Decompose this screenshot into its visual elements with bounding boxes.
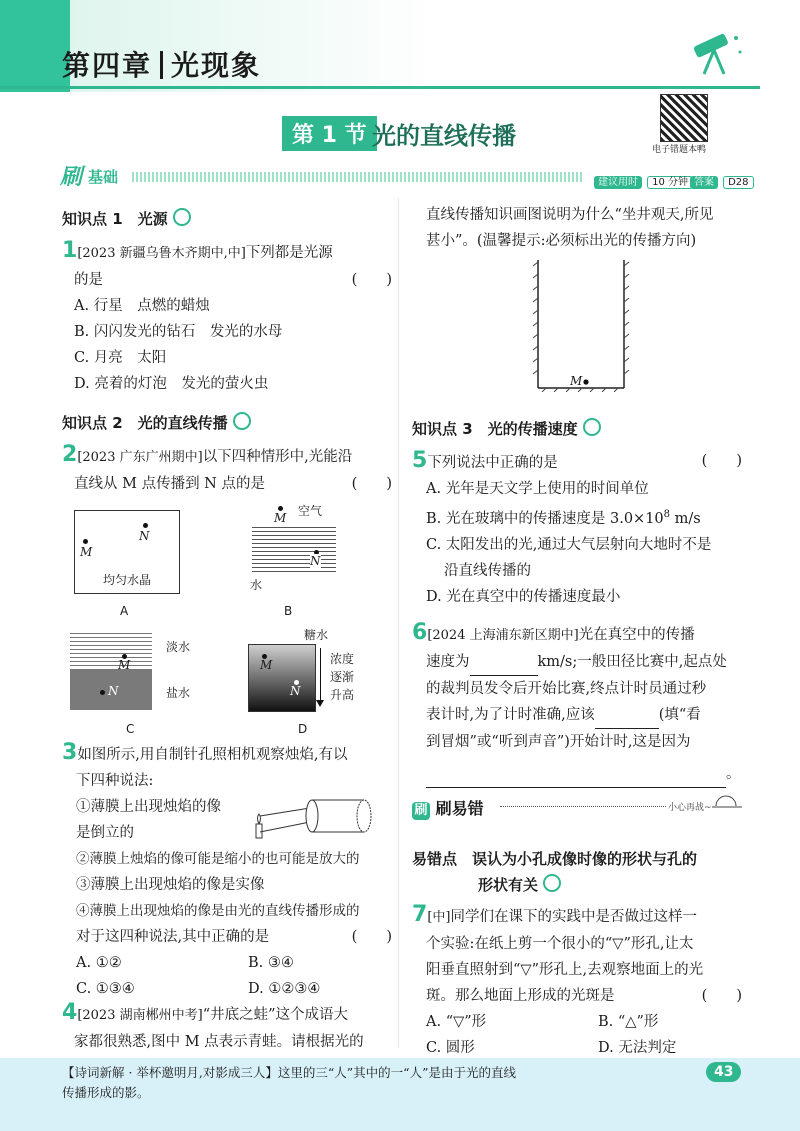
target-icon: [173, 208, 191, 226]
question-7: 7[中]同学们在课下的实践中是否做过这样一 个实验:在纸上剪一个很小的“▽”形孔,让太 阳垂直照射到“▽”形孔上,去观察地面上的光 斑。那么地面上形成的光斑是 ( ) A. “▽”形 B. “△”形 C. 圆形 D. 无法判定: [412, 902, 742, 1056]
column-divider: [398, 198, 399, 1048]
dotted-rule: [132, 172, 582, 182]
target-icon: [233, 412, 251, 430]
header-green-stripe: [0, 0, 70, 92]
easy-deco-text: 小心再战~: [668, 803, 712, 813]
section-title: 光的直线传播: [372, 121, 516, 150]
question-4: 4[2023 湖南郴州中考]“井底之蛙”这个成语大 家都很熟悉,图中 M 点表示青蛙。请根据光的: [62, 1000, 364, 1050]
knowledge-point-3: 知识点 3 光的传播速度: [412, 418, 601, 439]
suggested-time: 建议用时 10 分钟: [594, 170, 693, 189]
question-2: 2[2023 广东广州期中]以下四种情形中,光能沿 直线从 M 点传播到 N 点的是 ( ): [62, 442, 392, 492]
target-icon: [583, 418, 601, 436]
page-number: 43: [706, 1062, 741, 1082]
well-figure: [532, 256, 632, 392]
qr-code-icon[interactable]: [660, 94, 708, 142]
qr-caption: 电子错题本鸭: [652, 145, 707, 155]
chapter-title: 第四章 光现象: [62, 49, 262, 82]
answer-page: 答案 D28: [690, 170, 754, 189]
figure-d-sugar-water: 糖水 M N 浓度 逐渐 升高: [246, 626, 376, 714]
question-5: 5下列说法中正确的是 ( ) A. 光年是天文学上使用的时间单位 B. 光在玻璃中的传播速度是 $3.0\times 10^8$ m/s C. 太阳发出的光,通过大气层射向大地时不是 沿直线传播的 D. 光在真空中的传播速度最小: [412, 448, 742, 605]
question-6: 6[2024 上海浦东新区期中]光在真空中的传播 速度为 km/s;一般田径比赛中,起点处 的裁判员发令后开始比赛,终点计时员通过秒 表计时,为了计时准确,应该 (填“看 到冒烟”或“听到声音”)开始计时,这是因为 。: [412, 620, 742, 788]
q6-blank-reason[interactable]: [426, 761, 726, 788]
q1-option-d: D. 亮着的灯泡 发光的萤火虫: [74, 376, 269, 392]
easy-mistake-point: 易错点 误认为小孔成像时像的形状与孔的 形状有关: [412, 850, 698, 894]
figure-c-caption: C: [126, 722, 135, 736]
basic-logo: 刷: [60, 165, 83, 190]
easy-mistake-header: 刷 刷易错: [412, 796, 484, 820]
figure-b-caption: B: [284, 604, 293, 618]
question-4-continued: 直线传播知识画图说明为什么“坐井观天,所见 甚小”。(温馨提示:必须标出光的传播方向): [426, 207, 714, 249]
target-icon: [543, 874, 561, 892]
figure-c-fresh-salt-water: M N 淡水 盐水: [70, 632, 194, 712]
frog-label: M: [570, 374, 583, 388]
pinhole-camera-figure: [252, 794, 382, 842]
header-underline: [0, 86, 760, 89]
knowledge-point-2: 知识点 2 光的直线传播: [62, 412, 251, 433]
section-number: 第 1 节: [282, 116, 377, 151]
knowledge-point-1: 知识点 1 光源: [62, 208, 191, 229]
basic-label: 基础: [88, 168, 119, 186]
q1-option-b: B. 闪闪发光的钻石 发光的水母: [74, 324, 283, 340]
telescope-icon: [690, 30, 744, 76]
footer-poem-note: 【诗词新解 · 举杯邀明月,对影成三人】这里的三“人”其中的一“人”是由于光的直线 传播形成的影。: [62, 1065, 516, 1100]
figure-b-air-water: M 空气 N 水: [252, 502, 336, 592]
figure-a-caption: A: [120, 604, 129, 618]
q6-blank-method[interactable]: [595, 702, 659, 729]
easy-dotted-rule: [500, 806, 666, 808]
question-3: 3如图所示,用自制针孔照相机观察烛焰,有以 下四种说法: ①薄膜上出现烛焰的像 是倒立的 ②薄膜上烛焰的像可能是缩小的也可能是放大的 ③薄膜上出现烛焰的像是实像 ④薄膜上出现烛焰的像是由光的直线传播形成的 对于这四种说法,其中正确的是 ( ) A. ①② B. ③④ C. ①③④ D. ①②③④: [62, 740, 392, 997]
question-1: 1[2023 新疆乌鲁木齐期中,中]下列都是光源 的是 ( ) A. 行星 点燃的蜡烛 B. 闪闪发光的钻石 发光的水母 C. 月亮 太阳 D. 亮着的灯泡 发光的萤火虫: [62, 238, 392, 397]
q6-blank-speed[interactable]: [470, 649, 538, 676]
sun-icon: [712, 790, 742, 810]
q1-option-c: C. 月亮 太阳: [74, 350, 167, 366]
figure-a-crystal: M N 均匀水晶: [74, 510, 180, 594]
figure-d-caption: D: [298, 722, 308, 736]
q1-option-a: A. 行星 点燃的蜡烛: [74, 298, 210, 314]
